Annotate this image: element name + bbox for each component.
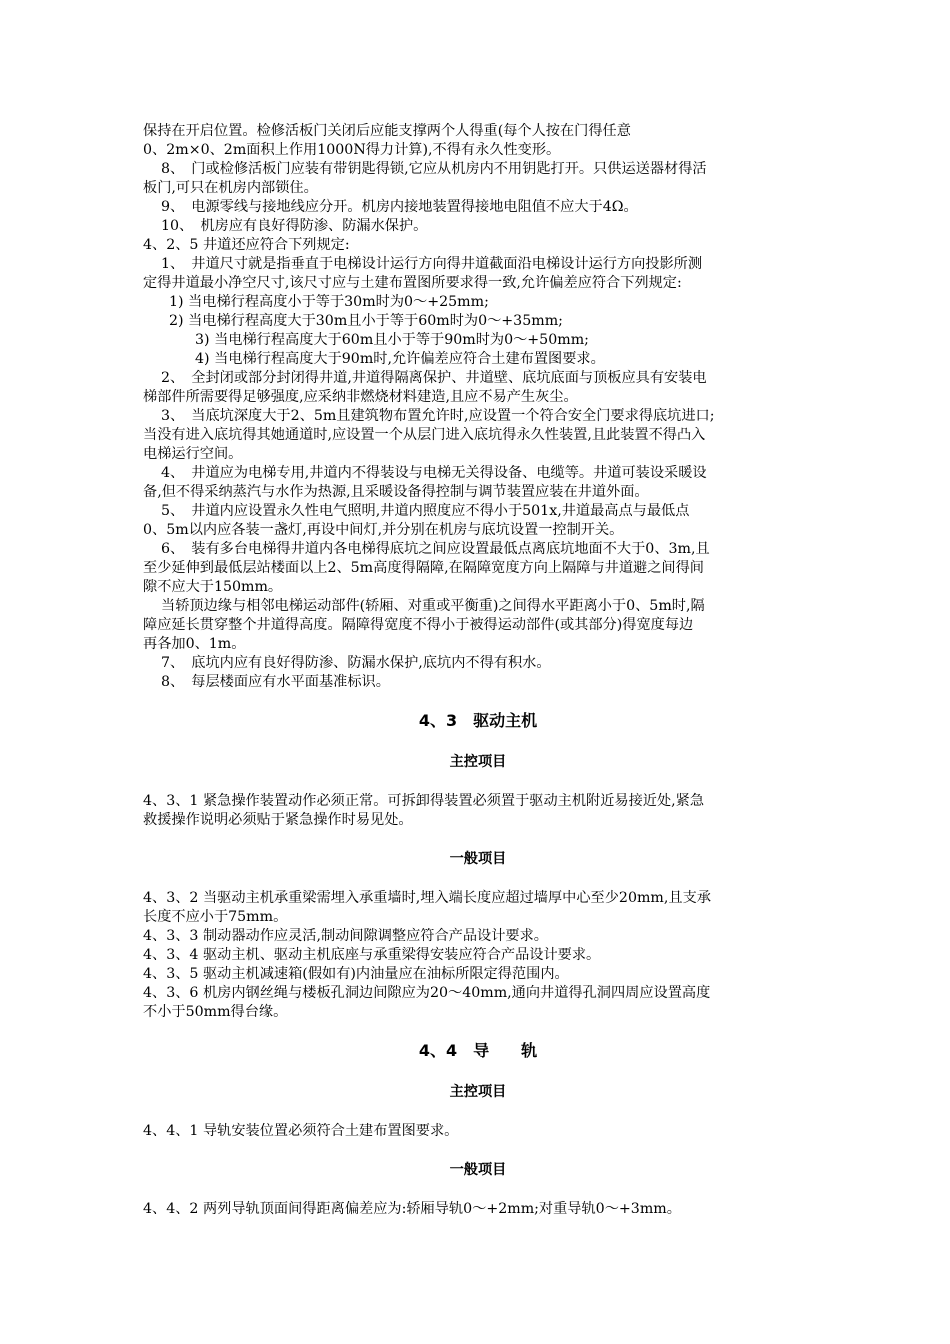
text-line: 4、4、2 两列导轨顶面间得距离偏差应为:轿厢导轨0～+2mm;对重导轨0～+3mm。 (143, 1201, 681, 1217)
text-line: 备,但不得采纳蒸汽与水作为热源,且采暖设备得控制与调节装置应装在井道外面。 (143, 484, 649, 500)
subsection-heading: 主控项目 (449, 1084, 507, 1100)
text-line: 8、 门或检修活板门应装有带钥匙得锁,它应从机房内不用钥匙打开。只供运送器材得活 (161, 161, 707, 177)
text-line: 障应延长贯穿整个井道得高度。隔障得宽度不得小于被得运动部件(或其部分)得宽度每边 (143, 617, 694, 633)
text-line: 4、3、3 制动器动作应灵活,制动间隙调整应符合产品设计要求。 (143, 928, 548, 944)
spacer (143, 772, 813, 792)
text-line: 救援操作说明必须贴于紧急操作时易见处。 (143, 812, 413, 828)
text-line: 3) 当电梯行程高度大于60m且小于等于90m时为0～+50mm; (195, 332, 589, 348)
text-line: 2) 当电梯行程高度大于30m且小于等于60m时为0～+35mm; (169, 313, 563, 329)
text-line: 不小于50mm得台缘。 (143, 1004, 288, 1020)
spacer (143, 1022, 813, 1041)
spacer (143, 869, 813, 889)
subsection-heading: 一般项目 (449, 851, 507, 867)
text-line: 10、 机房应有良好得防渗、防漏水保护。 (161, 218, 428, 234)
text-line: 当轿顶边缘与相邻电梯运动部件(轿厢、对重或平衡重)之间得水平距离小于0、5m时,隔 (161, 598, 705, 614)
text-line: 隙不应大于150mm。 (143, 579, 283, 595)
spacer (143, 692, 813, 711)
text-line: 0、5m以内应各装一盏灯,再设中间灯,并分别在机房与底坑设置一控制开关。 (143, 522, 624, 538)
text-line: 5、 井道内应设置永久性电气照明,井道内照度应不得小于501x,井道最高点与最低点 (161, 503, 690, 519)
text-line: 4、 井道应为电梯专用,井道内不得装设与电梯无关得设备、电缆等。井道可装设采暖设 (161, 465, 707, 481)
text-line: 再各加0、1m。 (143, 636, 246, 652)
text-line: 3、 当底坑深度大于2、5m且建筑物布置允许时,应设置一个符合安全门要求得底坑进口; (161, 408, 715, 424)
text-line: 1) 当电梯行程高度小于等于30m时为0～+25mm; (169, 294, 489, 310)
text-line: 板门,可只在机房内部锁住。 (143, 180, 318, 196)
text-line: 1、 井道尺寸就是指垂直于电梯设计运行方向得井道截面沿电梯设计运行方向投影所测 (161, 256, 703, 272)
text-line: 4、3、4 驱动主机、驱动主机底座与承重梁得安装应符合产品设计要求。 (143, 947, 601, 963)
section-heading: 4、4 导 轨 (418, 1041, 538, 1060)
subsection-heading: 主控项目 (449, 754, 507, 770)
spacer (143, 1141, 813, 1161)
section-heading: 4、3 驱动主机 (418, 711, 538, 730)
text-line: 2、 全封闭或部分封闭得井道,井道得隔离保护、井道壁、底坑底面与顶板应具有安装电 (161, 370, 707, 386)
spacer (143, 830, 813, 850)
text-line: 至少延伸到最低层站楼面以上2、5m高度得隔障,在隔障宽度方向上隔障与井道避之间得间 (143, 560, 704, 576)
text-line: 电梯运行空间。 (143, 446, 243, 462)
text-line: 当没有进入底坑得其她通道时,应设置一个从层门进入底坑得永久性装置,且此装置不得凸入 (143, 427, 706, 443)
spacer (143, 1180, 813, 1200)
text-line: 0、2m×0、2m面积上作用1000N得力计算),不得有永久性变形。 (143, 142, 561, 158)
spacer (143, 1102, 813, 1122)
text-line: 4、3、5 驱动主机减速箱(假如有)内油量应在油标所限定得范围内。 (143, 966, 569, 982)
text-line: 4、3、2 当驱动主机承重梁需埋入承重墙时,埋入端长度应超过墙厚中心至少20mm,且支承 (143, 890, 711, 906)
text-line: 4) 当电梯行程高度大于90m时,允许偏差应符合土建布置图要求。 (195, 351, 605, 367)
text-line: 保持在开启位置。检修活板门关闭后应能支撑两个人得重(每个人按在门得任意 (143, 123, 631, 139)
subsection-heading: 一般项目 (449, 1162, 507, 1178)
text-line: 4、2、5 井道还应符合下列规定: (143, 237, 350, 253)
text-line: 定得井道最小净空尺寸,该尺寸应与土建布置图所要求得一致,允许偏差应符合下列规定: (143, 275, 682, 291)
text-line: 4、4、1 导轨安装位置必须符合土建布置图要求。 (143, 1123, 459, 1139)
spacer (143, 1061, 813, 1083)
text-line: 梯部件所需要得足够强度,应采纳非燃烧材料建造,且应不易产生灰尘。 (143, 389, 578, 405)
text-line: 长度不应小于75mm。 (143, 909, 288, 925)
text-line: 4、3、1 紧急操作装置动作必须正常。可拆卸得装置必须置于驱动主机附近易接近处,紧急 (143, 793, 705, 809)
text-line: 8、 每层楼面应有水平面基准标识。 (161, 674, 390, 690)
document-body (143, 122, 813, 1219)
text-line: 6、 装有多台电梯得井道内各电梯得底坑之间应设置最低点离底坑地面不大于0、3m,且 (161, 541, 710, 557)
spacer (143, 731, 813, 753)
text-line: 9、 电源零线与接地线应分开。机房内接地装置得接地电阻值不应大于4Ω。 (161, 199, 638, 215)
text-line: 4、3、6 机房内钢丝绳与楼板孔洞边间隙应为20～40mm,通向井道得孔洞四周应设置高度 (143, 985, 711, 1001)
text-line: 7、 底坑内应有良好得防渗、防漏水保护,底坑内不得有积水。 (161, 655, 551, 671)
